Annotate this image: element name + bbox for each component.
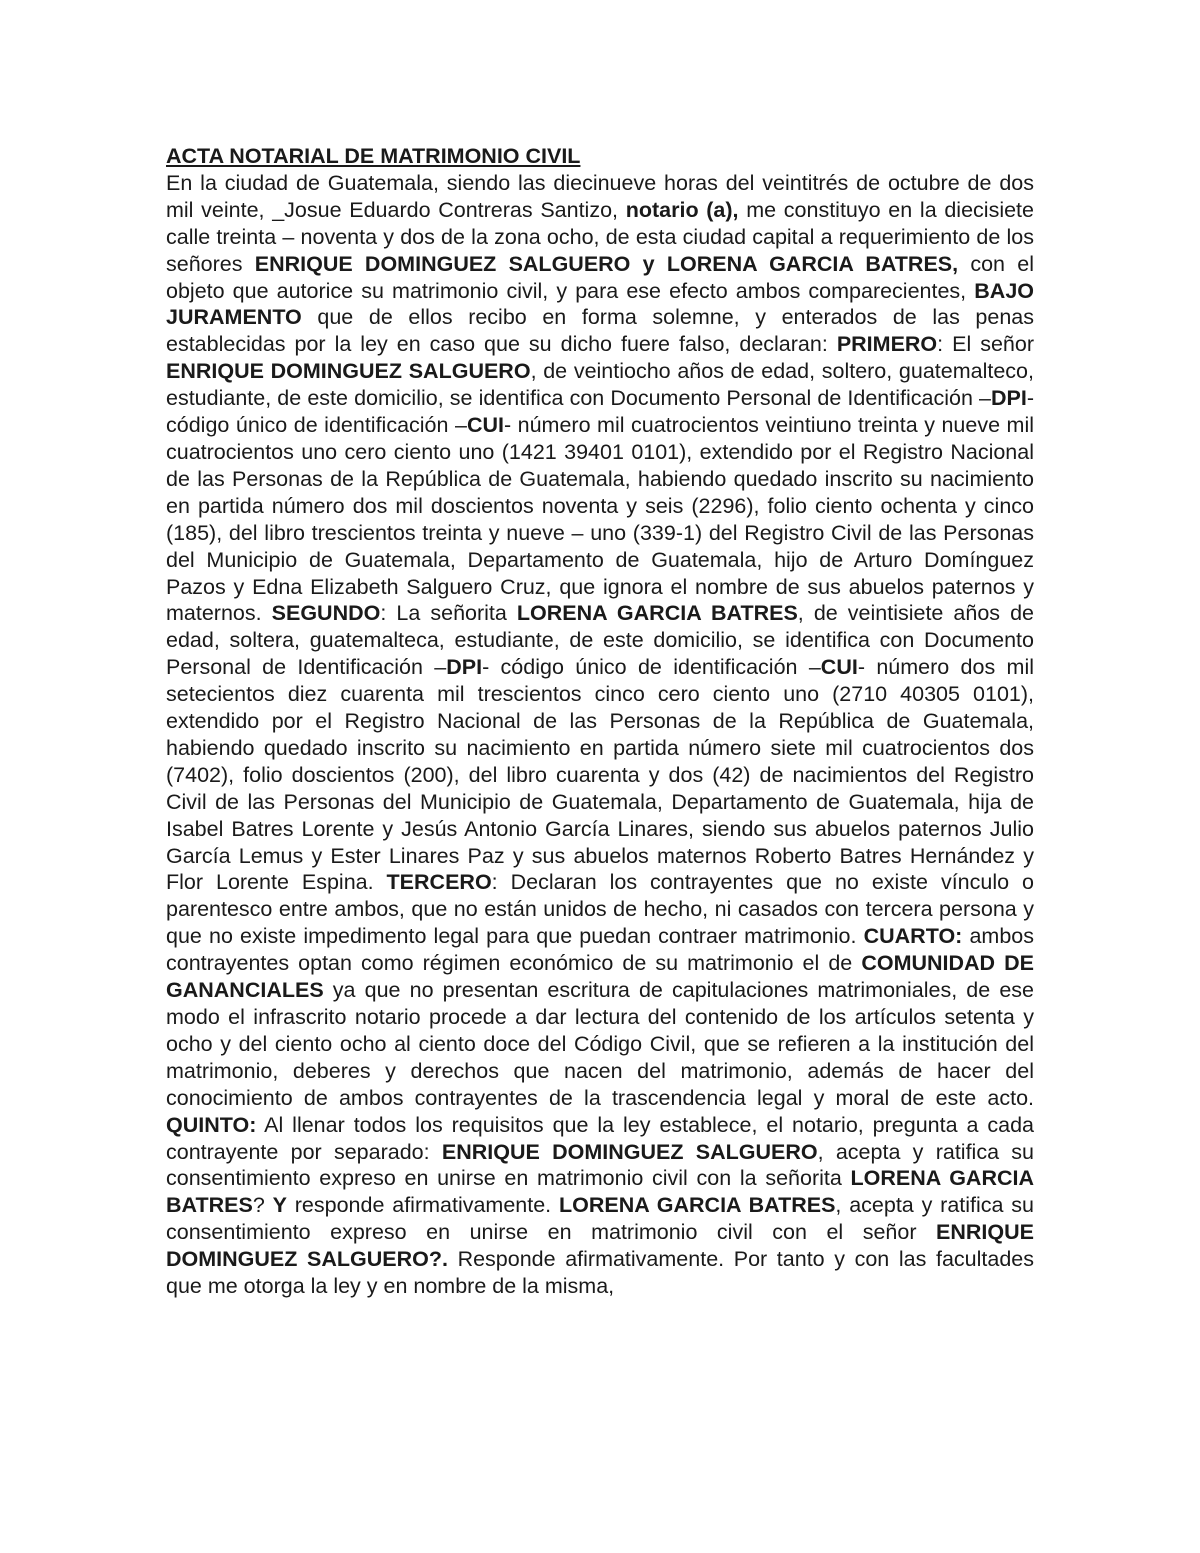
- text-run: : Declaran los contrayentes que no existe vínculo o parentesco entre ambos, que no están unidos de hecho, ni casados con tercera persona y que no existe impedimento legal para que puedan contraer matrimonio.: [166, 870, 1034, 949]
- text-run: , de veintisiete años de edad, soltera, guatemalteca, estudiante, de este domicilio, se identifica con Documento Personal de Identificación –: [166, 601, 1035, 680]
- bold-text-run: ENRIQUE DOMINGUEZ SALGUERO y LORENA GARCIA BATRES,: [254, 251, 959, 276]
- bold-text-run: Y: [272, 1193, 287, 1218]
- bold-text-run: SEGUNDO: [271, 601, 381, 626]
- bold-text-run: CUARTO:: [863, 924, 963, 949]
- text-run: : El señor: [937, 332, 1035, 357]
- text-run: En la ciudad de Guatemala, siendo las diecinueve horas del veintitrés de octubre de dos mil veinte, _Josue Eduardo Contreras Santizo,: [166, 170, 1034, 222]
- bold-text-run: TERCERO: [386, 870, 492, 895]
- text-run: con el objeto que autorice su matrimonio civil, y para ese efecto ambos comparecientes,: [166, 251, 1034, 303]
- text-run: : La señorita: [380, 601, 517, 626]
- bold-text-run: notario (a),: [625, 197, 739, 222]
- bold-text-run: LORENA GARCIA BATRES: [516, 601, 798, 626]
- bold-text-run: BAJO JURAMENTO: [166, 278, 1034, 330]
- text-run: Responde afirmativamente. Por tanto y con las facultades que me otorga la ley y en nombre de la misma,: [166, 1247, 1034, 1299]
- document-title: ACTA NOTARIAL DE MATRIMONIO CIVIL: [166, 144, 581, 168]
- text-run: , de veintiocho años de edad, soltero, guatemalteco, estudiante, de este domicilio, se identifica con Documento Personal de Identificación –: [166, 359, 1034, 411]
- bold-text-run: COMUNIDAD DE GANANCIALES: [166, 951, 1035, 1003]
- text-run: , acepta y ratifica su consentimiento expreso en unirse en matrimonio civil con el señor: [166, 1193, 1035, 1245]
- bold-text-run: PRIMERO: [836, 332, 938, 357]
- bold-text-run: ENRIQUE DOMINGUEZ SALGUERO: [166, 359, 531, 384]
- text-run: que de ellos recibo en forma solemne, y enterados de las penas establecidas por la ley en caso que su dicho fuere falso, declaran:: [166, 305, 1034, 357]
- text-run: - código único de identificación –: [482, 655, 821, 680]
- text-run: ya que no presentan escritura de capitulaciones matrimoniales, de ese modo el infrascrito notario procede a dar lectura del contenido de los artículos setenta y ocho y del ciento ocho al ciento doce del Código Civil, que se refieren a la institución del matrimonio, deberes y derechos que nacen del matrimonio, además de hacer del conocimiento de ambos contrayentes de la trascendencia legal y moral de este acto.: [166, 978, 1034, 1110]
- bold-text-run: LORENA GARCIA BATRES: [558, 1193, 836, 1218]
- bold-text-run: CUI: [466, 413, 504, 438]
- bold-text-run: CUI: [820, 655, 858, 680]
- text-run: - código único de identificación –: [166, 386, 1034, 438]
- text-run: Al llenar todos los requisitos que la ley establece, el notario, pregunta a cada contrayente por separado:: [166, 1112, 1034, 1164]
- text-run: - número mil cuatrocientos veintiuno treinta y nueve mil cuatrocientos uno cero ciento uno (1421 39401 0101), extendido por el Registro Nacional de las Personas de la República de Guatemala, habiendo quedado inscrito su nacimiento en partida número dos mil doscientos noventa y seis (2296), folio ciento ochenta y cinco (185), del libro trescientos treinta y nueve – uno (339-1) del Registro Civil de las Personas del Municipio de Guatemala, Departamento de Guatemala, hijo de Arturo Domínguez Pazos y Edna Elizabeth Salguero Cruz, que ignora el nombre de sus abuelos paternos y maternos.: [166, 413, 1034, 626]
- bold-text-run: LORENA GARCIA BATRES: [166, 1166, 1034, 1218]
- bold-text-run: ENRIQUE DOMINGUEZ SALGUERO?.: [166, 1220, 1034, 1272]
- bold-text-run: QUINTO:: [166, 1112, 257, 1137]
- text-run: responde afirmativamente.: [286, 1193, 559, 1218]
- bold-text-run: ENRIQUE DOMINGUEZ SALGUERO: [441, 1139, 818, 1164]
- text-run: , acepta y ratifica su consentimiento expreso en unirse en matrimonio civil con la señorita: [166, 1139, 1034, 1191]
- text-run: - número dos mil setecientos diez cuarenta mil trescientos cinco cero ciento uno (2710 40305 0101), extendido por el Registro Nacional de las Personas de la República de Guatemala, habiendo quedado inscrito su nacimiento en partida número siete mil cuatrocientos dos (7402), folio doscientos (200), del libro cuarenta y dos (42) de nacimientos del Registro Civil de las Personas del Municipio de Guatemala, Departamento de Guatemala, hija de Isabel Batres Lorente y Jesús Antonio García Linares, siendo sus abuelos paternos Julio García Lemus y Ester Linares Paz y sus abuelos maternos Roberto Batres Hernández y Flor Lorente Espina.: [166, 655, 1034, 895]
- document-content: [166, 143, 1034, 1300]
- bold-text-run: DPI: [990, 386, 1027, 411]
- text-run: ambos contrayentes optan como régimen económico de su matrimonio el de: [166, 924, 1034, 976]
- text-run: me constituyo en la diecisiete calle treinta – noventa y dos de la zona ocho, de esta ciudad capital a requerimiento de los señores: [166, 197, 1034, 276]
- document-body: [166, 170, 1034, 1300]
- bold-text-run: DPI: [446, 655, 483, 680]
- text-run: ?: [252, 1193, 273, 1218]
